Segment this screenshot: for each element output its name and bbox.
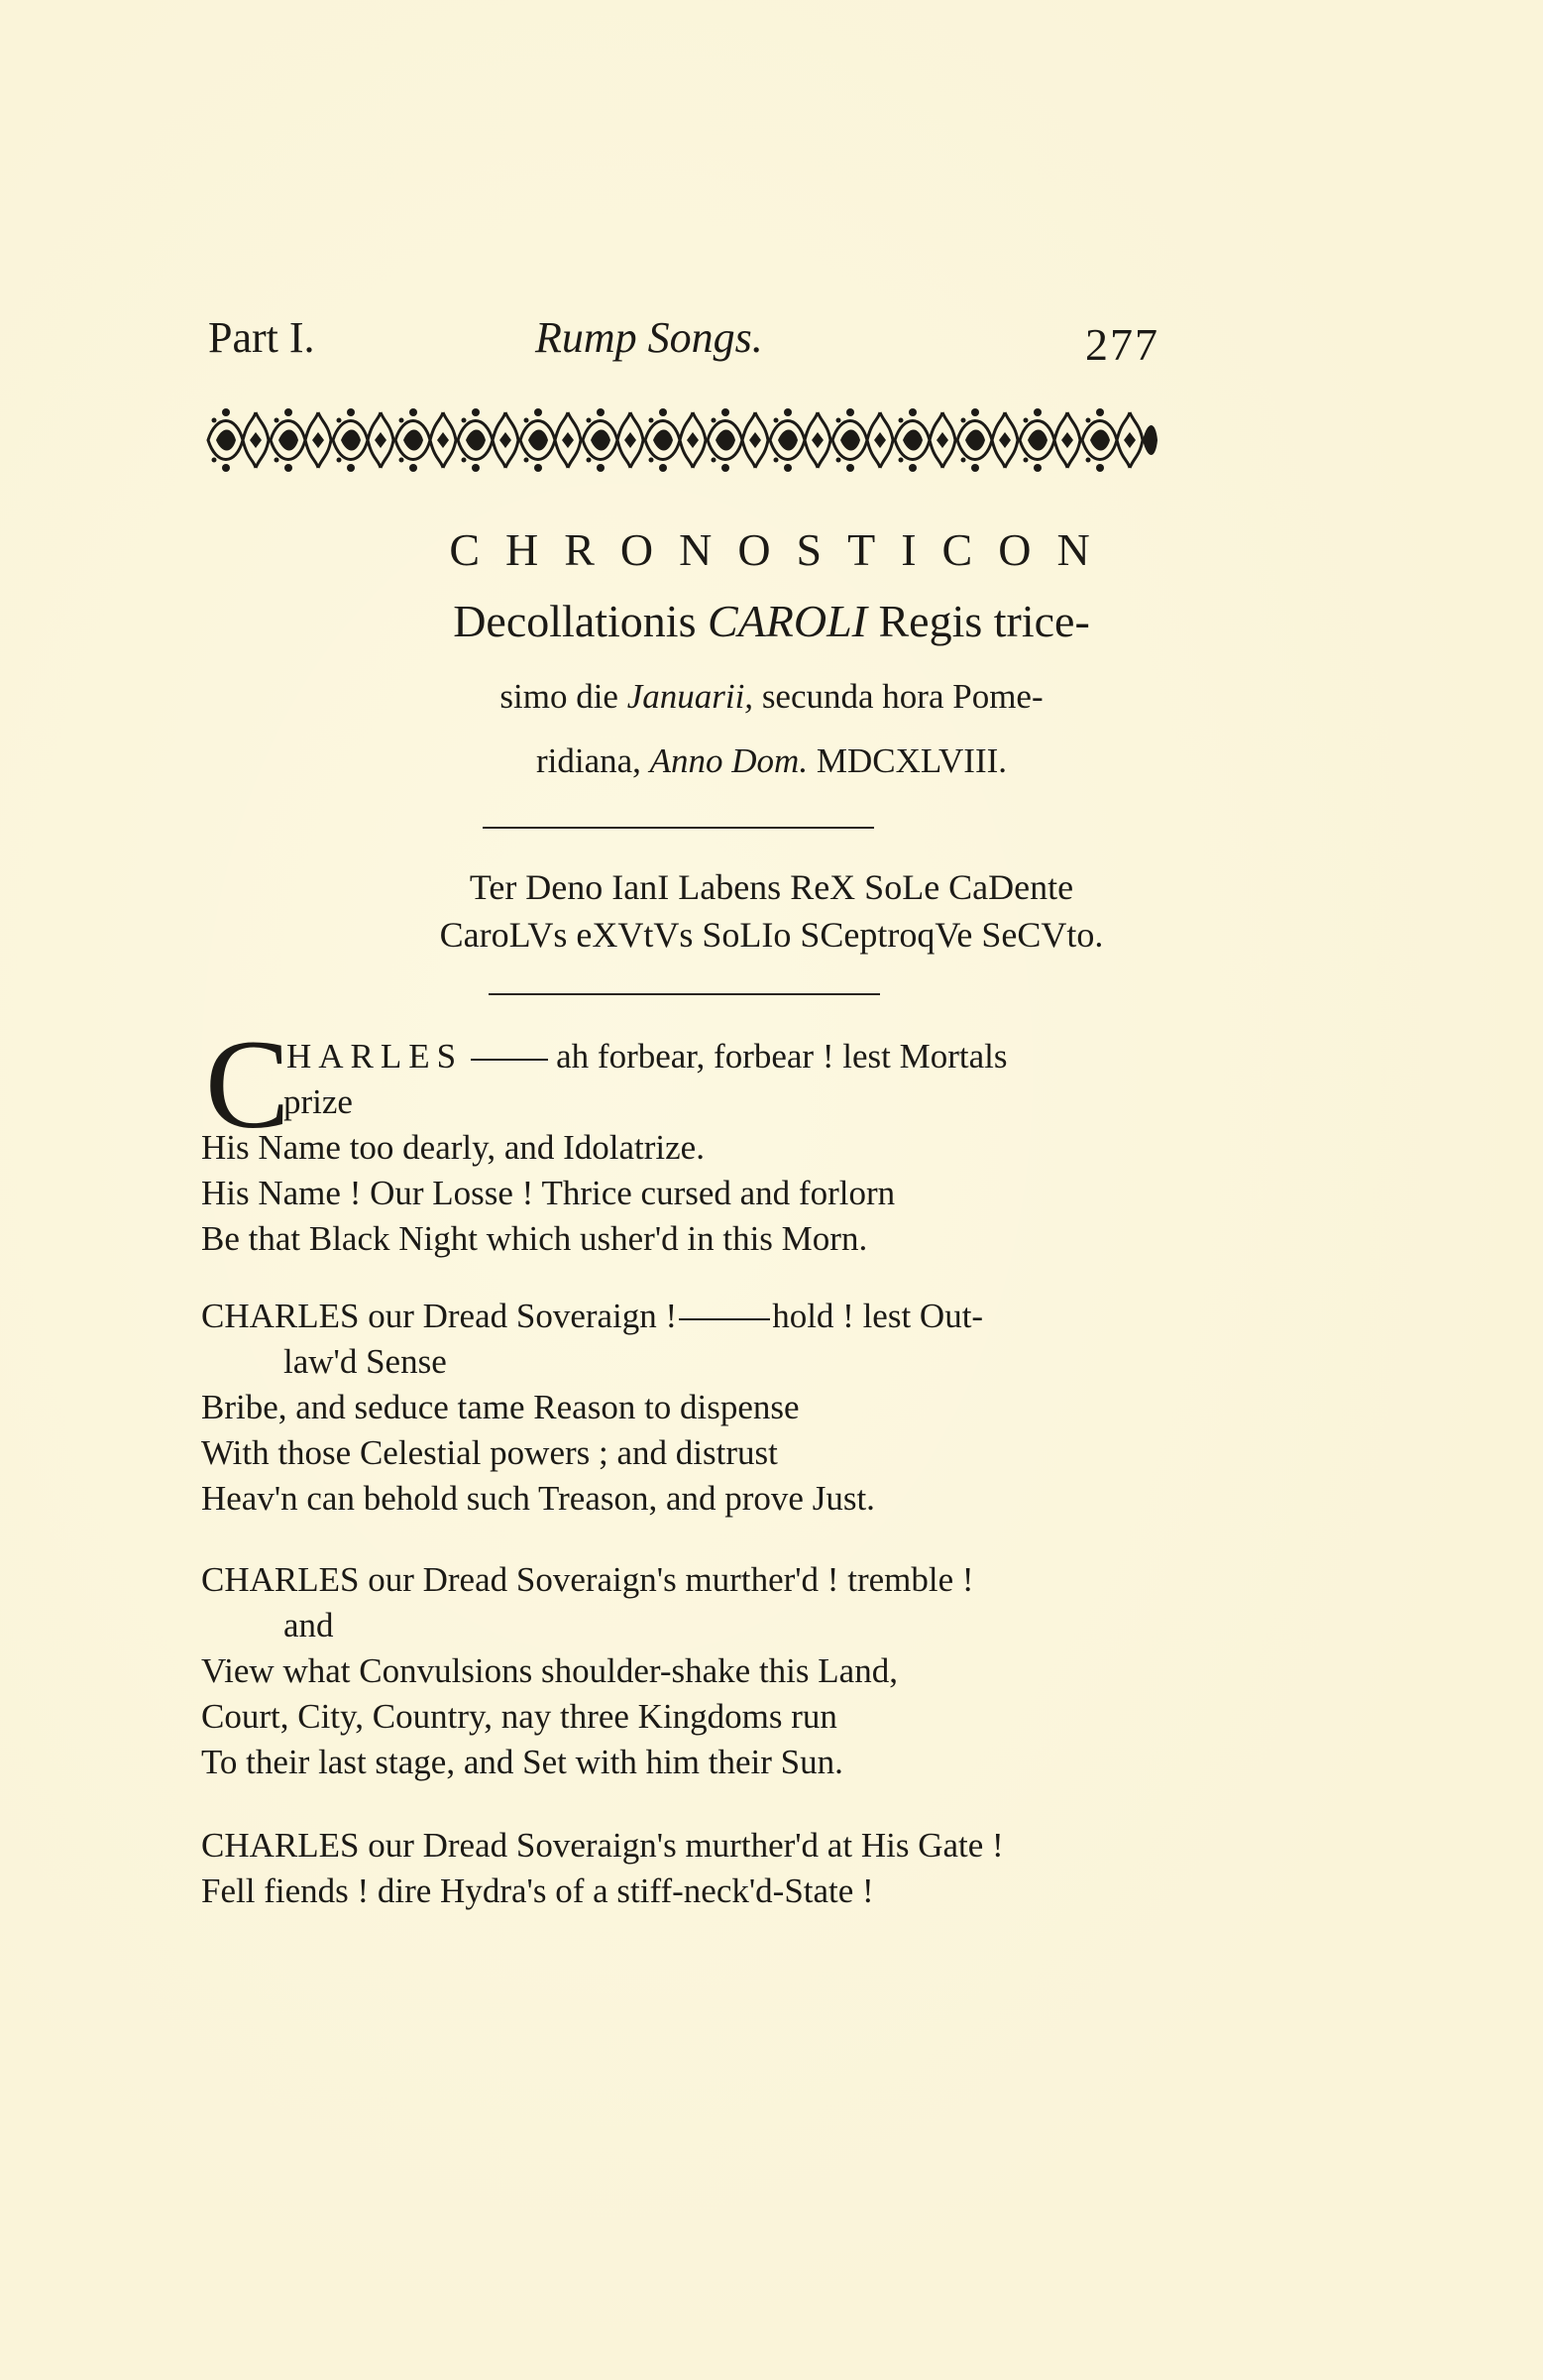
drop-capital: C: [205, 1014, 290, 1155]
horizontal-rule-top: [483, 827, 874, 829]
running-head-title: Rump Songs.: [535, 313, 763, 362]
horizontal-rule-bottom: [489, 993, 880, 995]
chronogram-line-2: CaroLVs eXVtVs SoLIo SCeptroqVe SeCVto.: [439, 915, 1104, 955]
subtitle-line-3-italic: Anno Dom.: [649, 741, 809, 780]
subtitle-line-1-pre: Decollationis: [453, 596, 708, 646]
stanza-1-line-2: His Name too dearly, and Idolatrize.: [201, 1128, 705, 1167]
stanza-1: [201, 1034, 1172, 1262]
ornament-units: [208, 408, 1157, 472]
subtitle-line-3-pre: ridiana,: [535, 741, 650, 780]
subtitle-line-1-post: Regis trice-: [866, 596, 1090, 646]
stanza-4: [201, 1823, 1172, 1914]
em-dash-rule: [679, 1318, 770, 1320]
subtitle-line-1: [0, 595, 1543, 647]
subtitle-line-1-italic: CAROLI: [707, 596, 867, 646]
subtitle-line-3-post: MDCXLVIII.: [808, 741, 1008, 780]
stanza-4-line-2: Fell fiends ! dire Hydra's of a stiff-neck'd-State !: [201, 1871, 874, 1910]
stanza-2-line-1: [201, 1294, 1172, 1339]
stanza-2-line-4: Heav'n can behold such Treason, and prove Just.: [201, 1479, 875, 1518]
stanza-2-line-1-a: CHARLES our Dread Soveraign !: [201, 1297, 678, 1335]
stanza-2: [201, 1294, 1172, 1522]
stanza-3-line-3: Court, City, Country, nay three Kingdoms run: [201, 1697, 837, 1736]
subtitle-line-2-post: secunda hora Pome-: [753, 677, 1044, 716]
stanza-1-line-1-continuation: prize: [283, 1082, 353, 1121]
stanza-2-line-1-b: hold ! lest Out-: [772, 1297, 984, 1335]
stanza-2-line-3: With those Celestial powers ; and distrust: [201, 1433, 778, 1472]
subtitle-line-2-italic: Januarii,: [626, 677, 754, 716]
stanza-3: [201, 1557, 1172, 1785]
stanza-2-line-2: Bribe, and seduce tame Reason to dispense: [201, 1388, 800, 1426]
em-dash-rule: [471, 1059, 548, 1061]
stanza-3-line-2: View what Convulsions shoulder-shake this Land,: [201, 1651, 898, 1690]
stanza-1-line-1: [201, 1034, 1172, 1079]
stanza-2-line-1-continuation: law'd Sense: [283, 1342, 447, 1381]
stanza-3-line-1: CHARLES our Dread Soveraign's murther'd ! tremble !: [201, 1560, 974, 1599]
running-head-part: Part I.: [208, 313, 315, 362]
page-number: 277: [1085, 319, 1159, 370]
stanza-1-caps: HARLES: [286, 1037, 464, 1076]
stanza-4-line-1: CHARLES our Dread Soveraign's murther'd at His Gate !: [201, 1826, 1004, 1865]
stanza-1-line-3: His Name ! Our Losse ! Thrice cursed and forlorn: [201, 1174, 896, 1212]
stanza-1-line-4: Be that Black Night which usher'd in this Morn.: [201, 1219, 868, 1258]
stanza-3-line-4: To their last stage, and Set with him their Sun.: [201, 1743, 843, 1781]
stanza-1-line-1-rest: ah forbear, forbear ! lest Mortals: [556, 1037, 1008, 1076]
decorative-ornament-band: [206, 406, 1159, 474]
chronogram-line-1: Ter Deno IanI Labens ReX SoLe CaDente: [469, 867, 1074, 907]
stanza-3-line-1-continuation: and: [283, 1606, 334, 1644]
running-head: [208, 302, 1159, 372]
chronosticon-title: CHRONOSTICON: [449, 524, 1116, 575]
subtitle-line-2-pre: simo die: [499, 677, 627, 716]
subtitle-line-2: [0, 677, 1543, 717]
subtitle-line-3: [0, 741, 1543, 781]
